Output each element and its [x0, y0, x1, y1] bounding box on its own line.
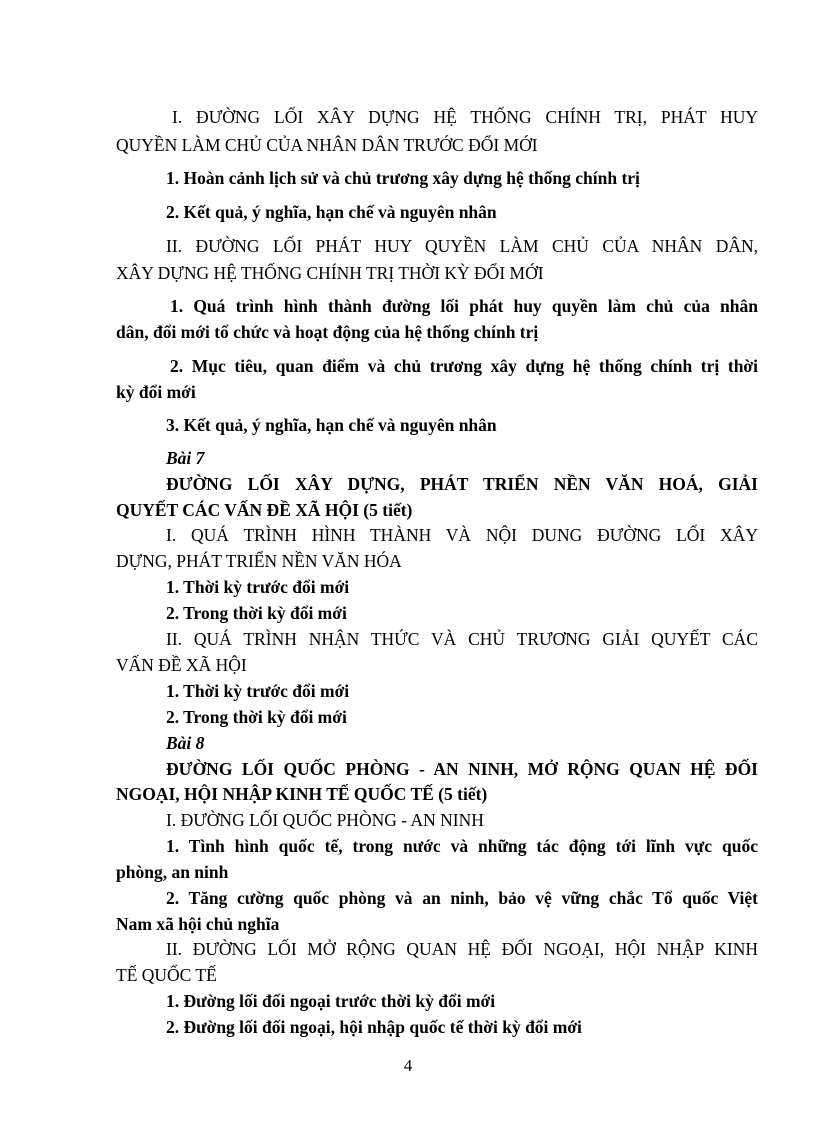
text-line: dân, đổi mới tổ chức và hoạt động của hệ thống chính trị	[116, 322, 539, 342]
text-line: II. ĐƯỜNG LỐI PHÁT HUY QUYỀN LÀM CHỦ CỦA NHÂN DÂN,	[166, 236, 758, 256]
text-line: II. QUÁ TRÌNH NHẬN THỨC VÀ CHỦ TRƯƠNG GIẢI QUYẾT CÁC	[166, 629, 758, 649]
text-line: 2. Đường lối đối ngoại, hội nhập quốc tế thời kỳ đổi mới	[166, 1017, 582, 1037]
text-line: VẤN ĐỀ XÃ HỘI	[116, 655, 247, 675]
text-line: 2. Trong thời kỳ đổi mới	[166, 707, 347, 727]
text-line: 1. Quá trình hình thành đường lối phát huy quyền làm chủ của nhân	[170, 296, 758, 316]
page-number: 4	[403, 1056, 413, 1075]
text-line: 2. Mục tiêu, quan điểm và chủ trương xây dựng hệ thống chính trị thời	[170, 356, 758, 376]
text-line: ĐƯỜNG LỐI XÂY DỰNG, PHÁT TRIỂN NỀN VĂN HOÁ, GIẢI	[166, 474, 758, 494]
text-line: kỳ đổi mới	[116, 382, 196, 402]
text-line: 2. Tăng cường quốc phòng và an ninh, bảo vệ vững chắc Tổ quốc Việt	[166, 888, 758, 908]
text-line: 2. Trong thời kỳ đổi mới	[166, 603, 347, 623]
text-line: I. ĐƯỜNG LỐI QUỐC PHÒNG - AN NINH	[166, 810, 484, 830]
text-line: 2. Kết quả, ý nghĩa, hạn chế và nguyên nhân	[166, 202, 497, 222]
text-line: NGOẠI, HỘI NHẬP KINH TẾ QUỐC TẾ (5 tiết)	[116, 784, 488, 804]
text-line: II. ĐƯỜNG LỐI MỞ RỘNG QUAN HỆ ĐỐI NGOẠI, HỘI NHẬP KINH	[166, 939, 758, 959]
text-line: 1. Hoàn cảnh lịch sử và chủ trương xây dựng hệ thống chính trị	[166, 168, 640, 188]
text-line: DỰNG, PHÁT TRIỂN NỀN VĂN HÓA	[116, 551, 402, 571]
text-line: 1. Tình hình quốc tế, trong nước và những tác động tới lĩnh vực quốc	[166, 836, 758, 856]
text-line: 1. Đường lối đối ngoại trước thời kỳ đổi mới	[166, 991, 496, 1011]
text-line: Bài 8	[166, 733, 205, 753]
text-line: QUYẾT CÁC VẤN ĐỀ XÃ HỘI (5 tiết)	[116, 500, 413, 520]
text-line: QUYỀN LÀM CHỦ CỦA NHÂN DÂN TRƯỚC ĐỔI MỚI	[116, 135, 538, 155]
text-line: phòng, an ninh	[116, 862, 229, 882]
text-line: Bài 7	[166, 448, 205, 468]
text-line: 3. Kết quả, ý nghĩa, hạn chế và nguyên nhân	[166, 415, 497, 435]
text-line: 1. Thời kỳ trước đổi mới	[166, 681, 350, 701]
text-line: I. QUÁ TRÌNH HÌNH THÀNH VÀ NỘI DUNG ĐƯỜNG LỐI XÂY	[166, 525, 758, 545]
text-line: I. ĐƯỜNG LỐI XÂY DỰNG HỆ THỐNG CHÍNH TRỊ, PHÁT HUY	[172, 107, 758, 127]
text-line: ĐƯỜNG LỐI QUỐC PHÒNG - AN NINH, MỞ RỘNG QUAN HỆ ĐỐI	[166, 759, 758, 779]
text-line: XÂY DỰNG HỆ THỐNG CHÍNH TRỊ THỜI KỲ ĐỔI MỚI	[116, 263, 544, 283]
text-line: TẾ QUỐC TẾ	[116, 965, 217, 985]
text-line: 1. Thời kỳ trước đổi mới	[166, 577, 350, 597]
text-line: Nam xã hội chủ nghĩa	[116, 914, 280, 934]
